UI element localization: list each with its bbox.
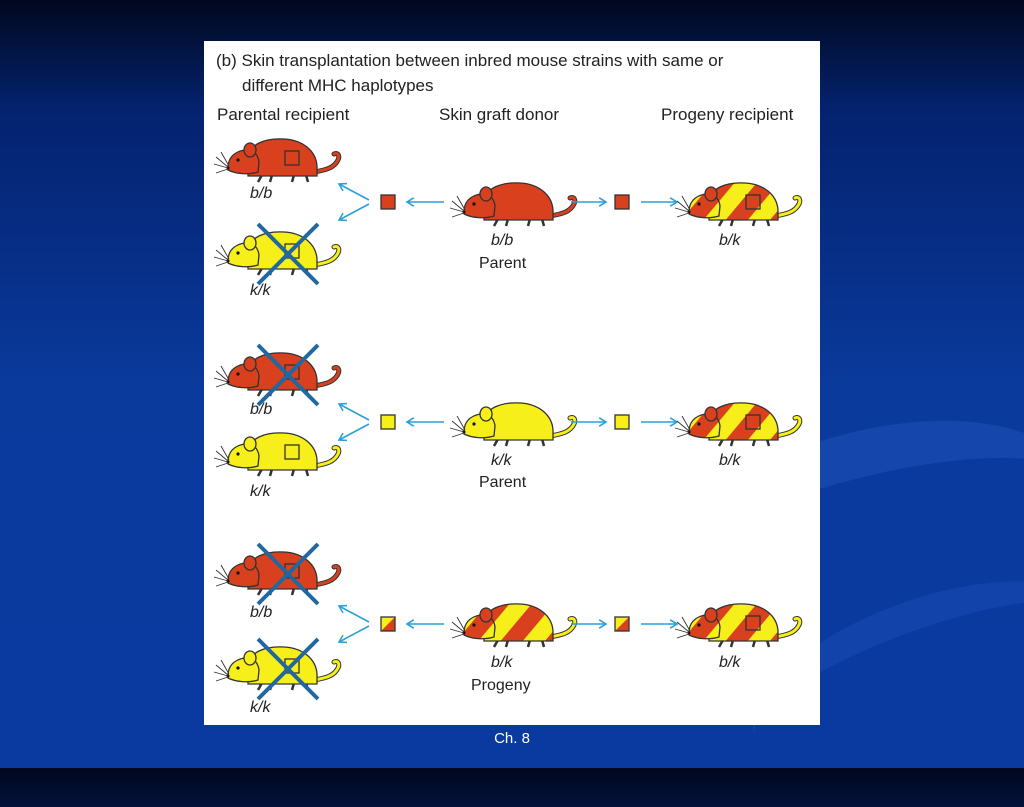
recipient-mouse-icon <box>214 647 339 690</box>
figure-panel <box>204 41 820 725</box>
recipient-genotype: k/k <box>250 282 271 299</box>
progeny-genotype: b/k <box>719 232 741 249</box>
recipient-mouse-icon <box>214 552 339 595</box>
progeny-mouse-icon <box>675 183 800 226</box>
figure-artwork <box>204 41 820 725</box>
skin-graft-icon <box>381 617 395 631</box>
donor-mouse-icon <box>450 183 575 226</box>
arrow-to-progeny-icon <box>641 418 677 426</box>
skin-graft-icon <box>381 195 395 209</box>
arrow-to-recipient-icon <box>339 404 369 420</box>
column-header-progeny: Progeny recipient <box>661 105 794 124</box>
column-header-donor: Skin graft donor <box>439 105 560 124</box>
arrow-to-recipient-icon <box>339 606 369 622</box>
donor-mouse-icon <box>450 604 575 647</box>
arrow-to-progeny-icon <box>641 620 677 628</box>
skin-graft-icon <box>615 195 629 209</box>
arrow-to-progeny-icon <box>641 198 677 206</box>
donor-genotype: k/k <box>491 452 512 469</box>
progeny-genotype: b/k <box>719 654 741 671</box>
figure-title <box>216 48 806 98</box>
skin-graft-icon <box>381 415 395 429</box>
arrow-to-recipient-icon <box>339 184 369 200</box>
donor-genotype: b/k <box>491 654 513 671</box>
arrow-to-recipient-icon <box>339 424 369 440</box>
donor-genotype: b/b <box>491 232 514 249</box>
progeny-genotype: b/k <box>719 452 741 469</box>
recipient-genotype: k/k <box>250 699 271 716</box>
arrow-to-graft-icon <box>407 620 444 628</box>
progeny-mouse-icon <box>675 403 800 446</box>
recipient-genotype: b/b <box>250 185 273 202</box>
arrow-to-recipient-icon <box>339 204 369 220</box>
donor-mouse-icon <box>450 403 575 446</box>
progeny-mouse-icon <box>675 604 800 647</box>
recipient-mouse-icon <box>214 139 339 182</box>
figure-title-line1: (b) Skin transplantation between inbred mouse strains with same or <box>216 51 724 70</box>
figure-title-line2: different MHC haplotypes <box>242 76 434 95</box>
arrow-to-graft-icon <box>407 198 444 206</box>
donor-role: Progeny <box>471 677 531 694</box>
skin-graft-icon <box>615 617 629 631</box>
recipient-mouse-icon <box>214 433 339 476</box>
donor-role: Parent <box>479 255 527 272</box>
recipient-mouse-icon <box>214 353 339 396</box>
slide-footer: Ch. 8 <box>494 730 530 747</box>
recipient-genotype: b/b <box>250 401 273 418</box>
arrow-to-graft-icon <box>407 418 444 426</box>
recipient-genotype: b/b <box>250 604 273 621</box>
skin-graft-icon <box>615 415 629 429</box>
column-header-parental: Parental recipient <box>217 105 350 124</box>
recipient-genotype: k/k <box>250 483 271 500</box>
recipient-mouse-icon <box>214 232 339 275</box>
arrow-to-recipient-icon <box>339 626 369 642</box>
donor-role: Parent <box>479 474 527 491</box>
